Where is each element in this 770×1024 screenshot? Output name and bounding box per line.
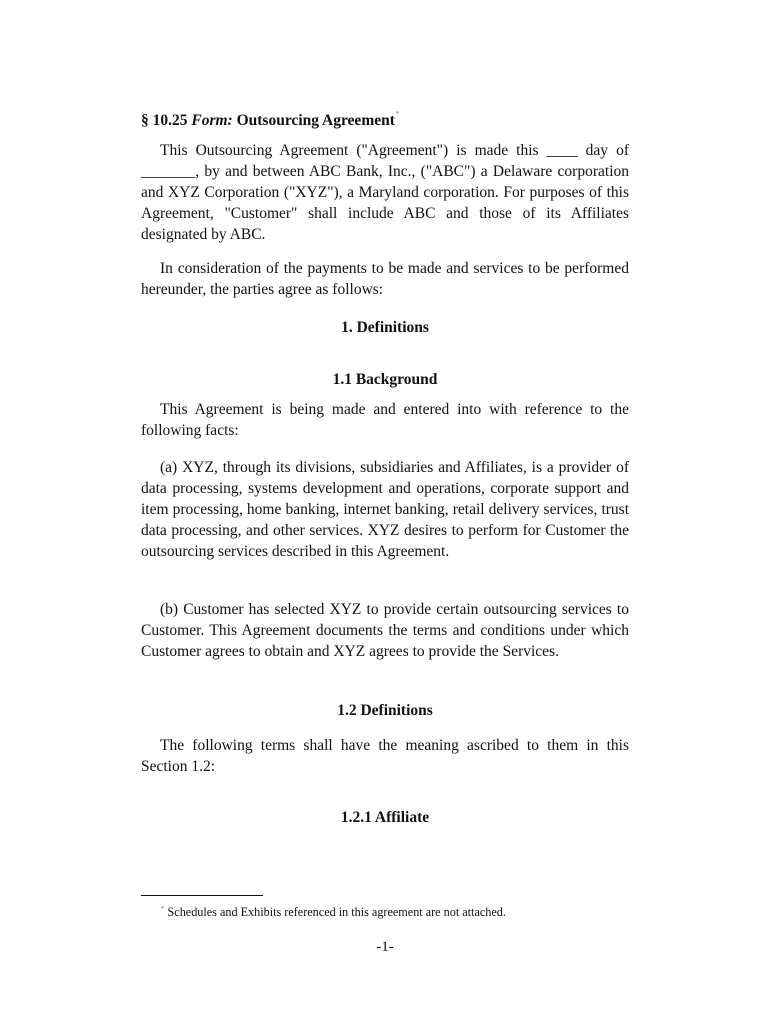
heading-definitions: 1. Definitions [341,319,429,336]
agreement-name: Outsourcing Agreement [236,112,395,129]
page-number: -1- [376,939,394,955]
footnote-text: Schedules and Exhibits referenced in this agreement are not attached. [167,905,506,919]
footnote [161,905,506,920]
background-block [141,400,629,442]
title-footnote-mark: * [395,109,400,118]
fact-b-paragraph: (b) Customer has selected XYZ to provide certain outsourcing services to Customer. This Agreement documents the terms and conditions under which Customer agrees to obtain and XYZ agrees to provide the Services. [141,601,629,660]
background-paragraph: This Agreement is being made and entered into with reference to the following facts: [141,401,629,439]
fact-a-block [141,458,629,563]
footnote-divider [141,895,263,896]
intro-paragraph: This Outsourcing Agreement ("Agreement") is made this ____ day of _______, by and between ABC Bank, Inc., ("ABC") a Delaware corporation and XYZ Corporation ("XYZ"), a Maryland corporation. For purposes of this Agreement, "Customer" shall include ABC and those of its Affiliates designated by ABC. [141,142,629,243]
definitions-block [141,736,629,778]
heading-definitions-1-2: 1.2 Definitions [337,702,433,719]
footnote-mark: * [161,905,165,913]
document-title [141,109,400,130]
fact-b-block [141,600,629,663]
heading-affiliate: 1.2.1 Affiliate [340,809,430,826]
intro-block [141,141,629,246]
consideration-paragraph: In consideration of the payments to be made and services to be performed hereunder, the parties agree as follows: [141,260,629,298]
form-label: Form: [191,112,233,129]
section-number: § 10.25 [141,112,188,129]
heading-background: 1.1 Background [332,371,438,388]
definitions-paragraph: The following terms shall have the meaning ascribed to them in this Section 1.2: [141,737,629,775]
fact-a-paragraph: (a) XYZ, through its divisions, subsidiaries and Affiliates, is a provider of data processing, systems development and operations, corporate support and item processing, home banking, internet banking, retail delivery services, trust data processing, and other services. XYZ desires to perform for Customer the outsourcing services described in this Agreement. [141,459,629,560]
consideration-block [141,259,629,301]
